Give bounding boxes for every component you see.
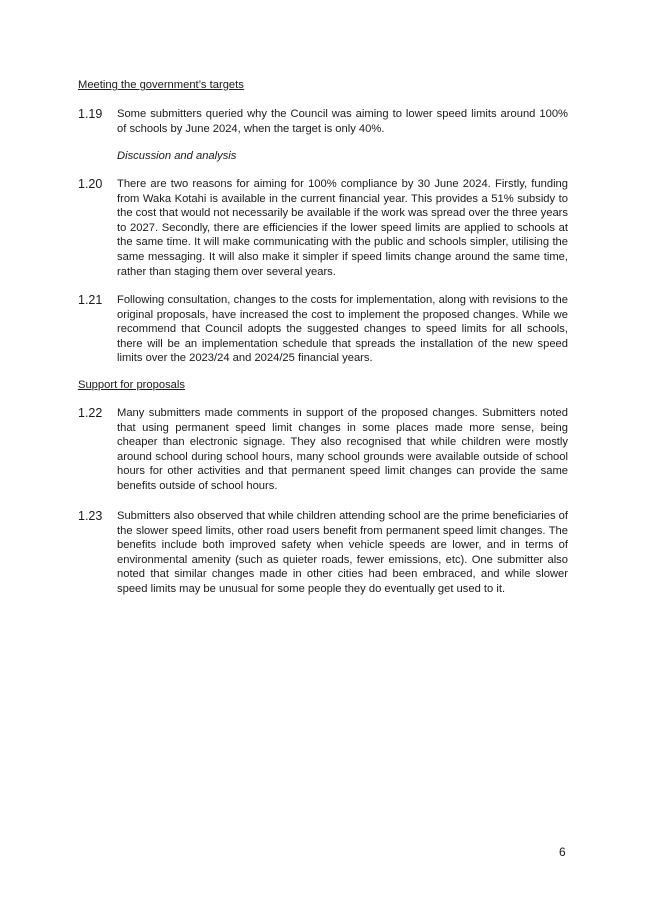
paragraph-text: Following consultation, changes to the costs for implementation, along with revisions to the original proposals, have increased the cost to implement the proposed changes. While we recommend that Council adopts the suggested changes to speed limits for all schools, there will be an implementation schedule that spreads the installation of the new speed limits over the 2023/24 and 2024/25 financial years. — [117, 294, 568, 365]
paragraph-number: 1.20 — [78, 177, 103, 191]
section-heading-support: Support for proposals — [78, 379, 185, 391]
section-heading-targets: Meeting the government’s targets — [78, 79, 244, 91]
paragraph-text: Many submitters made comments in support of the proposed changes. Submitters noted that using permanent speed limit changes in some places made more sense, being cheaper than electronic signage. They also recognised that while children were mostly around school during school hours, many school grounds were available outside of school hours for other activities and that permanent speed limit changes can provide the same benefits outside of school hours. — [117, 407, 568, 492]
paragraph-1-19 — [78, 107, 568, 136]
paragraph-1-20 — [78, 177, 568, 279]
paragraph-1-22 — [78, 406, 568, 494]
paragraph-number: 1.21 — [78, 293, 103, 307]
paragraph-number: 1.23 — [78, 509, 103, 523]
paragraph-number: 1.19 — [78, 107, 103, 121]
paragraph-text: Submitters also observed that while children attending school are the prime beneficiaries of the slower speed limits, other road users benefit from permanent speed limit changes. The benefits include both improved safety when vehicle speeds are lower, and in terms of environmental amenity (such as quieter roads, fewer emissions, etc). One submitter also noted that similar changes made in other cities had been embraced, and while slower speed limits may be unusual for some people they do eventually get used to it. — [117, 510, 568, 595]
paragraph-text: Some submitters queried why the Council was aiming to lower speed limits around 100% of schools by June 2024, when the target is only 40%. — [117, 108, 568, 135]
discussion-subheading: Discussion and analysis — [117, 150, 237, 162]
page-number: 6 — [559, 845, 566, 859]
paragraph-text: There are two reasons for aiming for 100% compliance by 30 June 2024. Firstly, funding from Waka Kotahi is available in the current financial year. This provides a 51% subsidy to the cost that would not necessarily be available if the work was spread over the three years to 2027. Secondly, there are efficiencies if the lower speed limits are applied to schools at the same time. It will make communicating with the public and schools simpler, utilising the same messaging. It will also make it simpler if speed limits change around the same time, rather than staging them over several years. — [117, 178, 568, 278]
paragraph-1-21 — [78, 293, 568, 366]
paragraph-number: 1.22 — [78, 406, 103, 420]
paragraph-1-23 — [78, 509, 568, 597]
